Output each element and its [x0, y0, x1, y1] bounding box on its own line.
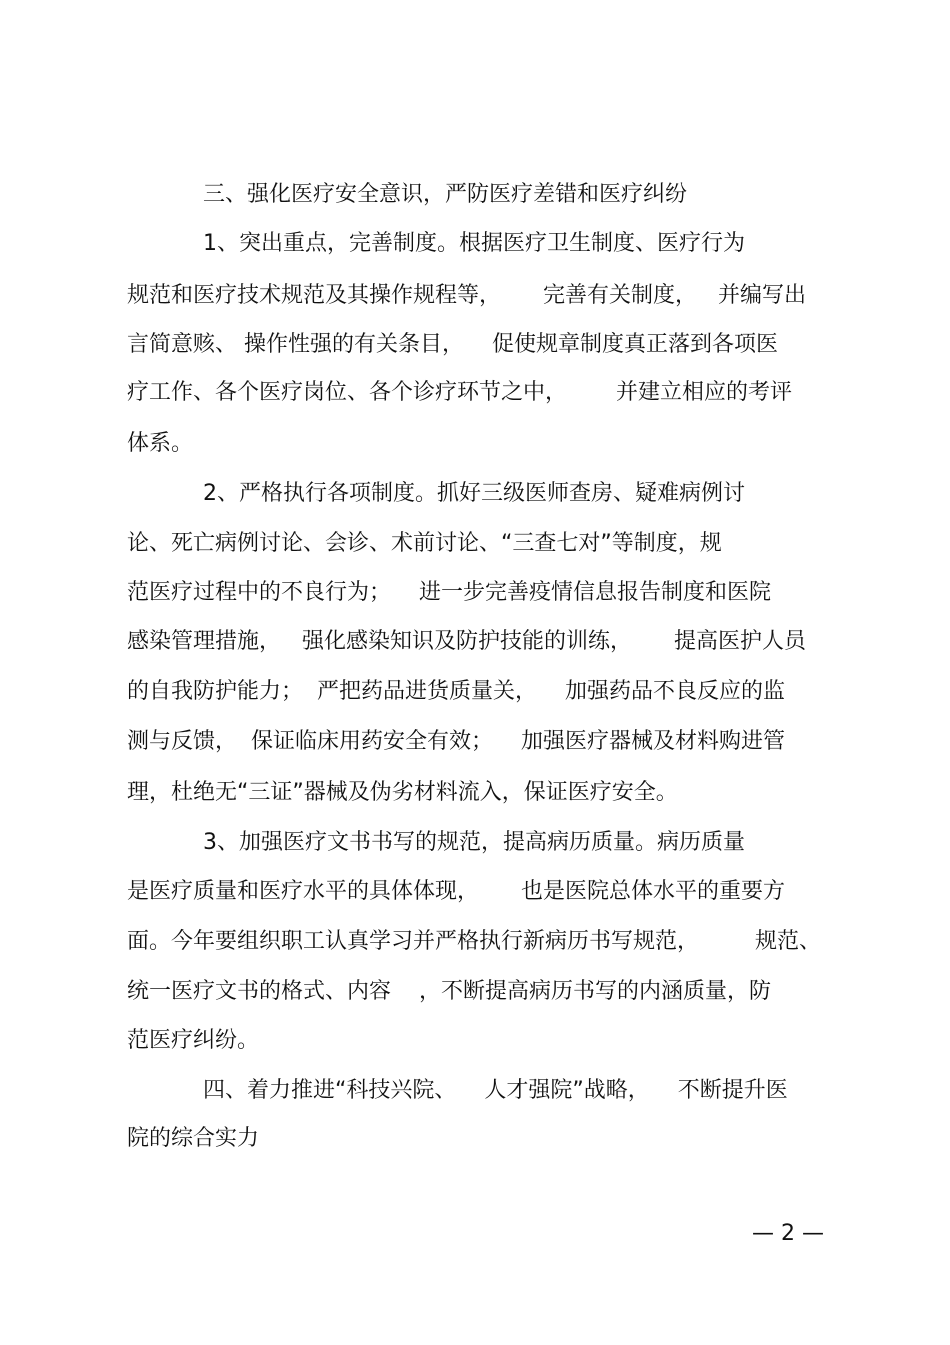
paragraph-line: 范医疗过程中的不良行为； 进一步完善疫情信息报告制度和医院 — [127, 580, 771, 605]
paragraph-line: 的自我防护能力； 严把药品进货质量关， 加强药品不良反应的监 — [127, 679, 785, 704]
section-heading-3: 三、强化医疗安全意识，严防医疗差错和医疗纠纷 — [203, 182, 688, 207]
paragraph-line: 疗工作、各个医疗岗位、各个诊疗环节之中， 并建立相应的考评 — [127, 380, 792, 405]
paragraph-line: 2、严格执行各项制度。抓好三级医师查房、疑难病例讨 — [203, 481, 745, 506]
paragraph-line: 范医疗纠纷。 — [127, 1028, 260, 1053]
page-number: — 2 — — [752, 1221, 824, 1246]
paragraph-line: 论、死亡病例讨论、会诊、术前讨论、“三查七对”等制度，规 — [127, 531, 722, 556]
paragraph-line: 是医疗质量和医疗水平的具体体现， 也是医院总体水平的重要方 — [127, 879, 785, 904]
paragraph-line: 体系。 — [127, 431, 194, 456]
paragraph-line: 3、加强医疗文书书写的规范，提高病历质量。病历质量 — [203, 830, 745, 855]
paragraph-line: 1、突出重点，完善制度。根据医疗卫生制度、医疗行为 — [203, 231, 745, 256]
paragraph-line: 言简意赅、 操作性强的有关条目， 促使规章制度真正落到各项医 — [127, 332, 778, 357]
section-heading-4: 四、着力推进“科技兴院、 人才强院”战略， 不断提升医 — [203, 1078, 788, 1103]
paragraph-line: 面。今年要组织职工认真学习并严格执行新病历书写规范， 规范、 — [127, 929, 821, 954]
paragraph-line: 统一医疗文书的格式、内容 ，不断提高病历书写的内涵质量，防 — [127, 979, 771, 1004]
paragraph-line: 理，杜绝无“三证”器械及伪劣材料流入，保证医疗安全。 — [127, 780, 678, 805]
paragraph-line: 院的综合实力 — [127, 1126, 260, 1151]
paragraph-line: 规范和医疗技术规范及其操作规程等， 完善有关制度， 并编写出 — [127, 283, 806, 308]
paragraph-line: 感染管理措施， 强化感染知识及防护技能的训练， 提高医护人员 — [127, 629, 806, 654]
paragraph-line: 测与反馈， 保证临床用药安全有效； 加强医疗器械及材料购进管 — [127, 729, 785, 754]
